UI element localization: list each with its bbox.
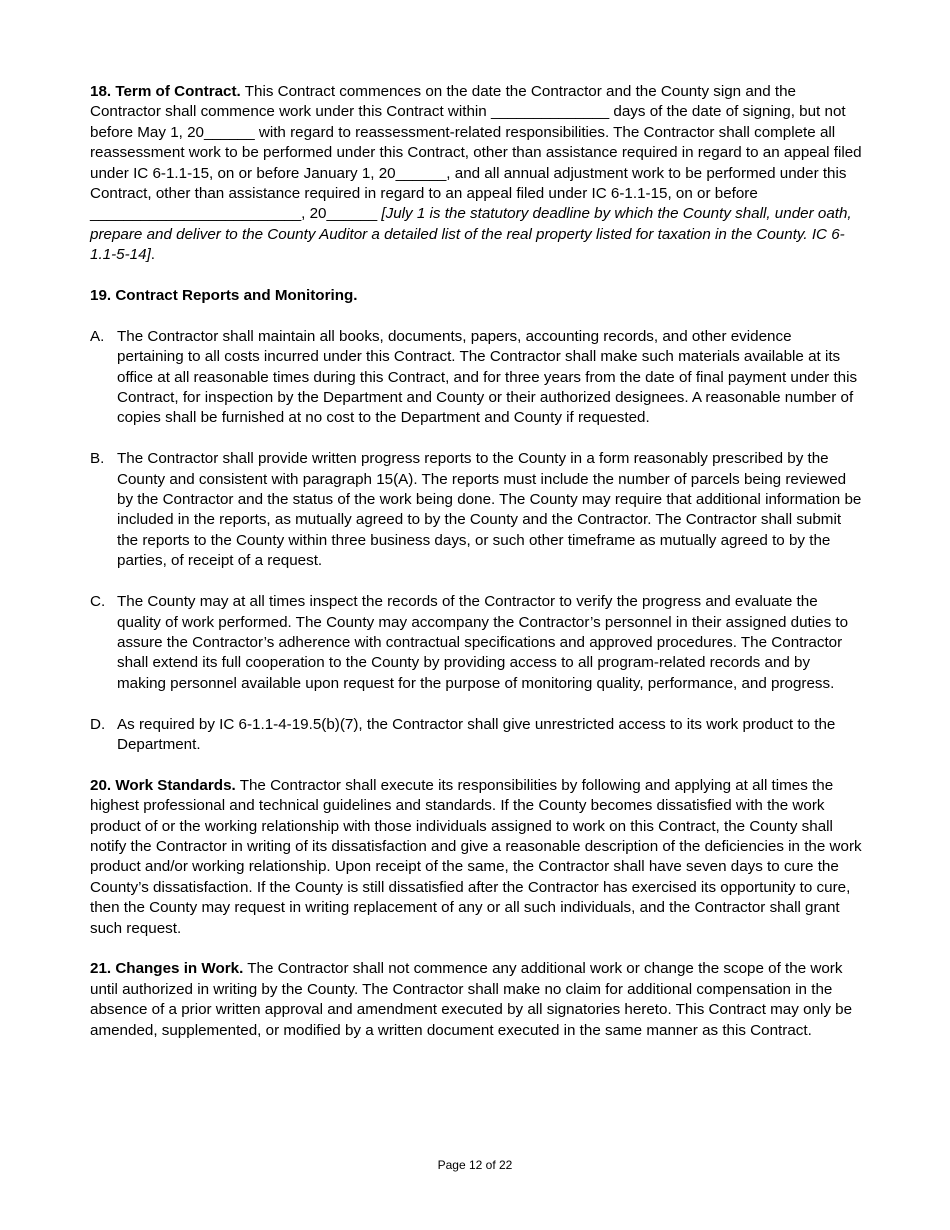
list-marker: A. <box>90 327 105 345</box>
list-item-text: The County may at all times inspect the records of the Contractor to verify the progress and evaluate the quality of work performed. The County may accompany the Contractor’s personnel in their assigned duties to assure the Contractor’s adherence with contractual specifications and approved procedures. The Contractor shall extend its full cooperation to the County by providing access to all program-related records and by making personnel available upon request for the purpose of monitoring quality, performance, and progress. <box>117 593 849 692</box>
list-marker: D. <box>90 715 106 733</box>
list-marker: B. <box>90 450 105 468</box>
section-19-item-d <box>90 715 862 756</box>
list-marker: C. <box>90 593 106 611</box>
document-page <box>90 82 862 1061</box>
list-item-text: As required by IC 6-1.1-4-19.5(b)(7), the Contractor shall give unrestricted access to its work product to the Department. <box>117 715 836 753</box>
list-item-text: The Contractor shall provide written progress reports to the County in a form reasonably prescribed by the County and consistent with paragraph 15(A). The reports must include the number of parcels being reviewed by the Contractor and the status of the work being done. The County may require that additional information be included in the reports, as mutually agreed to by the County and the Contractor. The Contractor shall submit the reports to the County within three business days, or such other timeframe as mutually agreed to by the parties, of receipt of a request. <box>117 450 862 570</box>
section-18-italic-note: [July 1 is the statutory deadline by which the County shall, under oath, prepare and deliver to the County Auditor a detailed list of the real property listed for taxation in the County. IC 6-1.1-5-14] <box>90 205 852 264</box>
section-18-heading: 18. Term of Contract. <box>90 83 241 100</box>
section-18-paragraph <box>90 82 862 266</box>
section-20-text: The Contractor shall execute its responsibilities by following and applying at all times the highest professional and technical guidelines and standards. If the County becomes dissatisfied with the work product of or the working relationship with those individuals assigned to work on this Contract, the County shall notify the Contractor in writing of its dissatisfaction and give a reasonable description of the deficiencies in the work product and/or working relationship. Upon receipt of the same, the Contractor shall have seven days to cure the County’s dissatisfaction. If the County is still dissatisfied after the Contractor has exercised its opportunity to cure, then the County may request in writing replacement of any or all such individuals, and the Contractor shall grant such request. <box>90 776 862 937</box>
section-19-item-a <box>90 327 862 429</box>
section-19-item-b <box>90 449 862 571</box>
section-21-paragraph <box>90 959 862 1041</box>
section-20-heading: 20. Work Standards. <box>90 776 236 794</box>
list-item-text: The Contractor shall maintain all books, documents, papers, accounting records, and other evidence pertaining to all costs incurred under this Contract. The Contractor shall make such materials available at its office at all reasonable times during this Contract, and for three years from the date of final payment under this Contract, for inspection by the Department and County or their authorized designees. A reasonable number of copies shall be furnished at no cost to the Department and County if requested. <box>117 327 858 427</box>
section-21-heading: 21. Changes in Work. <box>90 960 244 978</box>
section-19-heading: 19. Contract Reports and Monitoring. <box>90 287 358 305</box>
section-18-text-end: . <box>150 246 156 264</box>
section-21-text: The Contractor shall not commence any additional work or change the scope of the work until authorized in writing by the County. The Contractor shall make no claim for additional compensation in the absence of a prior written approval and amendment executed by all signatories hereto. This Contract may only be amended, supplemented, or modified by a written document executed in the same manner as this Contract. <box>90 960 853 1039</box>
page-number: Page 12 of 22 <box>437 1158 513 1172</box>
section-19-item-c <box>90 592 862 694</box>
section-18-text: This Contract commences on the date the Contractor and the County sign and the Contractor shall commence work under this Contract within ______________ days of the date of signing, but not before May 1, 20______ with regard to reassessment-related responsibilities. The Contractor shall complete all reassessment work to be performed under this Contract, other than assistance required in regard to an appeal filed under IC 6-1.1-15, on or before January 1, 20______, and all annual adjustment work to be performed under this Contract, other than assistance required in regard to an appeal filed under IC 6-1.1-15, on or before _________________________, 20______ <box>90 83 862 223</box>
section-20-paragraph <box>90 776 862 939</box>
